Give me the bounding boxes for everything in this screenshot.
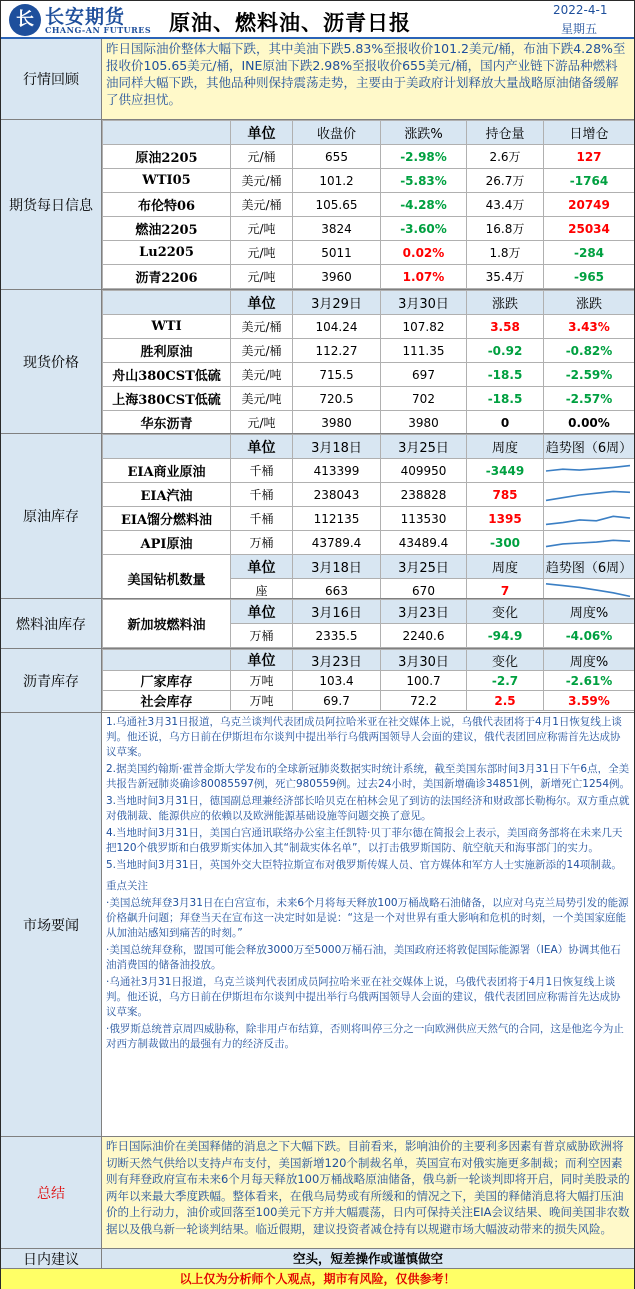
futures-change-pct: -2.98% (381, 145, 467, 169)
futures-row (103, 241, 635, 265)
spot-date2-value: 697 (381, 363, 467, 387)
crude-inventory-wrap (102, 434, 634, 599)
spot-header-2: 3月29日 (293, 291, 381, 315)
futures-unit: 美元/桶 (231, 169, 293, 193)
asphalt-inventory-table (102, 649, 634, 711)
crude-unit: 万桶 (231, 531, 293, 555)
futures-close: 101.2 (293, 169, 381, 193)
futures-close: 3824 (293, 217, 381, 241)
crude-name: EIA商业原油 (103, 459, 231, 483)
asphalt-date1-value: 103.4 (293, 671, 381, 691)
futures-header-4: 持仓量 (467, 121, 544, 145)
summary-text: 昨日国际油价在美国释储的消息之下大幅下跌。目前看来，影响油价的主要利多因素有普京威胁欧洲将切断天然气供给以支持卢布支付，美国新增120个制裁名单，英国宣布对俄实施更多制裁；而利空因素则有拜登政府宣布未来6个月每天释放100万桶战略原油储备，俄乌新一轮谈判即将开启，同时美股录的两年以来最大季度跌幅。整体看来，在俄乌局势或有所缓和的情况之下，美国的释储消息将大幅打压油价的上行动力，油价或回落至100美元下方并大幅震荡，日内可保持关注EIA会议结果、晚间美国非农数据以及俄乌新一轮谈判结果。临近假期，建议投资者减仓持有以规避市场大幅波动带来的损失风险。 (102, 1137, 634, 1249)
brand-name: 长安期货 (45, 6, 126, 28)
spot-date1-value: 112.27 (293, 339, 381, 363)
fuel-header-change: 变化 (467, 600, 544, 624)
futures-row (103, 145, 635, 169)
spot-table-wrap (102, 290, 634, 434)
futures-close: 655 (293, 145, 381, 169)
crude-inventory-row (103, 459, 635, 483)
crude-weekly-change: -300 (467, 531, 544, 555)
crude-weekly-change: 785 (467, 483, 544, 507)
rig-header-5: 趋势图（6周） (544, 555, 635, 579)
crude-date1-value: 112135 (293, 507, 381, 531)
futures-header-0 (103, 121, 231, 145)
trend-sparkline (544, 508, 632, 530)
asphalt-header-4: 变化 (467, 650, 544, 671)
crude-date1-value: 238043 (293, 483, 381, 507)
asphalt-date2-value: 72.2 (381, 691, 467, 711)
crude-date2-value: 238828 (381, 483, 467, 507)
disclaimer-footer: 以上仅为分析师个人观点，期市有风险，仅供参考！ (1, 1269, 634, 1289)
news-focus-item: ·美国总统拜登3月31日在白宫宣布，未来6个月将每天释放100万桶战略石油储备，以应对乌克兰局势引发的能源价格飙升问题；拜登当天在宣布这一决定时如是说：“这是一个对世界有重大影响和危机的时刻，一个美国家庭能从加油站感知到痛苦的时刻。” (106, 897, 629, 939)
section-label-futures: 期货每日信息 (1, 120, 102, 290)
spot-header-0 (103, 291, 231, 315)
spot-change-pct: 3.43% (544, 315, 635, 339)
crude-header-2: 3月18日 (293, 435, 381, 459)
fuel-header-date2: 3月23日 (381, 600, 467, 624)
spot-row (103, 411, 635, 435)
spot-unit: 美元/吨 (231, 387, 293, 411)
futures-table-wrap (102, 120, 634, 290)
section-label-fuel-inventory: 燃料油库存 (1, 599, 102, 649)
fuel-date2-value: 2240.6 (381, 624, 467, 648)
asphalt-date2-value: 100.7 (381, 671, 467, 691)
spot-date1-value: 715.5 (293, 363, 381, 387)
advice-text: 空头，短差操作或谨慎做空 (102, 1249, 634, 1269)
spot-change: -18.5 (467, 387, 544, 411)
spot-unit: 美元/桶 (231, 315, 293, 339)
spot-date2-value: 702 (381, 387, 467, 411)
spot-date1-value: 104.24 (293, 315, 381, 339)
news-item: 2.据美国约翰斯·霍普金斯大学发布的全球新冠肺炎数据实时统计系统，截至美国东部时间3月31日下午6点，全美共报告新冠肺炎确诊80085597例，死亡980559例。过去24小时，美国新增确诊34851例，新增死亡1254例。 (106, 763, 631, 790)
brand-name-en: CHANG-AN FUTURES (45, 25, 152, 35)
section-label-summary: 总结 (1, 1137, 102, 1249)
crude-inventory-row (103, 483, 635, 507)
futures-row (103, 265, 635, 289)
crude-date2-value: 43489.4 (381, 531, 467, 555)
futures-header-3: 涨跌% (381, 121, 467, 145)
review-text: 昨日国际油价整体大幅下跌，其中美油下跌5.83%至报收价101.2美元/桶，布油下跌4.28%至报收价105.65美元/桶，INE原油下跌2.98%至报收价655美元/桶，国内产业链下游品种燃料油同样大幅下跌，其他品种则保持震荡走势，主要由于美政府计划释放大量战略原油储备缓解了供应担忧。 (102, 39, 634, 120)
spot-change: 3.58 (467, 315, 544, 339)
section-label-crude-inventory: 原油库存 (1, 434, 102, 599)
rig-date1-value: 663 (293, 579, 381, 600)
fuel-header-unit: 单位 (231, 600, 293, 624)
futures-open-interest: 1.8万 (467, 241, 544, 265)
crude-name: API原油 (103, 531, 231, 555)
asphalt-header-3: 3月30日 (381, 650, 467, 671)
asphalt-row (103, 691, 635, 711)
asphalt-weekly-pct: 3.59% (544, 691, 635, 711)
crude-date2-value: 409950 (381, 459, 467, 483)
futures-unit: 元/吨 (231, 265, 293, 289)
fuel-inventory-wrap (102, 599, 634, 649)
futures-daily-increase: -1764 (544, 169, 635, 193)
report-title: 原油、燃料油、沥青日报 (169, 11, 411, 35)
futures-change-pct: 0.02% (381, 241, 467, 265)
futures-daily-increase: -284 (544, 241, 635, 265)
spot-change-pct: -2.57% (544, 387, 635, 411)
asphalt-header-0 (103, 650, 231, 671)
trend-sparkline (544, 484, 632, 506)
spot-unit: 美元/吨 (231, 363, 293, 387)
futures-row (103, 217, 635, 241)
futures-unit: 元/吨 (231, 217, 293, 241)
futures-row (103, 193, 635, 217)
news-item: 4.当地时间3月31日，美国白宫通讯联络办公室主任凯特·贝丁菲尔德在简报会上表示，美国商务部将在未来几天把120个俄罗斯和白俄罗斯实体加入其“制裁实体名单”，以打击俄罗斯国防、航空航天和海事部门的实力。 (106, 827, 623, 854)
futures-name: WTI05 (103, 169, 231, 193)
spot-unit: 元/吨 (231, 411, 293, 435)
crude-weekly-change: -3449 (467, 459, 544, 483)
crude-weekly-change: 1395 (467, 507, 544, 531)
spot-date1-value: 720.5 (293, 387, 381, 411)
spot-table (102, 290, 634, 434)
trend-line (546, 583, 630, 596)
trend-sparkline (544, 580, 632, 600)
futures-header-1: 单位 (231, 121, 293, 145)
fuel-inventory-table (102, 599, 634, 648)
spot-row (103, 363, 635, 387)
crude-inventory-row (103, 507, 635, 531)
spot-change: 0 (467, 411, 544, 435)
fuel-header-weekly-pct: 周度% (544, 600, 635, 624)
crude-header-1: 单位 (231, 435, 293, 459)
futures-unit: 美元/桶 (231, 193, 293, 217)
spot-name: 华东沥青 (103, 411, 231, 435)
crude-date1-value: 43789.4 (293, 531, 381, 555)
section-label-spot: 现货价格 (1, 290, 102, 434)
trend-sparkline (544, 532, 632, 554)
fuel-weekly-pct-value: -4.06% (544, 624, 635, 648)
spot-row (103, 387, 635, 411)
asphalt-header-2: 3月23日 (293, 650, 381, 671)
crude-name: EIA馏分燃料油 (103, 507, 231, 531)
news-focus-title: 重点关注 (106, 880, 148, 892)
asphalt-row (103, 671, 635, 691)
crude-trend-chart (544, 459, 635, 483)
asphalt-change: 2.5 (467, 691, 544, 711)
asphalt-name: 厂家库存 (103, 671, 231, 691)
crude-header-3: 3月25日 (381, 435, 467, 459)
spot-change-pct: 0.00% (544, 411, 635, 435)
rig-header-4: 周度 (467, 555, 544, 579)
crude-header-5: 趋势图（6周） (544, 435, 635, 459)
crude-trend-chart (544, 483, 635, 507)
futures-close: 5011 (293, 241, 381, 265)
futures-open-interest: 2.6万 (467, 145, 544, 169)
rig-header-1: 单位 (231, 555, 293, 579)
spot-name: 舟山380CST低硫 (103, 363, 231, 387)
futures-change-pct: 1.07% (381, 265, 467, 289)
report-weekday: 星期五 (561, 22, 598, 36)
news-focus-item: ·美国总统拜登称，盟国可能会释放3000万至5000万桶石油，美国政府还将敦促国际能源署（IEA）协调其他石油消费国的储备油投放。 (106, 944, 621, 971)
futures-name: 原油2205 (103, 145, 231, 169)
trend-line (546, 516, 630, 524)
crude-trend-chart (544, 531, 635, 555)
spot-header-3: 3月30日 (381, 291, 467, 315)
spot-date2-value: 107.82 (381, 315, 467, 339)
futures-daily-increase: 20749 (544, 193, 635, 217)
asphalt-unit: 万吨 (231, 671, 293, 691)
asphalt-unit: 万吨 (231, 691, 293, 711)
rig-name: 美国钻机数量 (103, 555, 231, 600)
section-label-news: 市场要闻 (1, 713, 102, 1137)
section-label-asphalt-inventory: 沥青库存 (1, 649, 102, 713)
report-header (1, 1, 634, 39)
futures-name: Lu2205 (103, 241, 231, 265)
section-label-advice: 日内建议 (1, 1249, 102, 1269)
crude-name: EIA汽油 (103, 483, 231, 507)
futures-change-pct: -3.60% (381, 217, 467, 241)
trend-sparkline (544, 460, 632, 482)
news-content (102, 713, 634, 1137)
futures-row (103, 169, 635, 193)
spot-header-1: 单位 (231, 291, 293, 315)
futures-open-interest: 26.7万 (467, 169, 544, 193)
crude-header-0 (103, 435, 231, 459)
futures-name: 布伦特06 (103, 193, 231, 217)
futures-open-interest: 43.4万 (467, 193, 544, 217)
rig-header-2: 3月18日 (293, 555, 381, 579)
spot-date1-value: 3980 (293, 411, 381, 435)
fuel-inventory-name: 新加坡燃料油 (103, 600, 231, 648)
crude-trend-chart (544, 507, 635, 531)
crude-unit: 千桶 (231, 459, 293, 483)
fuel-unit: 万桶 (231, 624, 293, 648)
futures-change-pct: -5.83% (381, 169, 467, 193)
news-focus-item: ·乌通社3月31日报道，乌克兰谈判代表团成员阿拉哈米亚在社交媒体上说，乌俄代表团将于4月1日恢复线上谈判。他还说，乌方日前在伊斯坦布尔谈判中提出举行乌俄两国领导人会面的建议，俄代表团回应称需首先达成协议草案。 (106, 976, 621, 1018)
rig-date2-value: 670 (381, 579, 467, 600)
report-date: 2022-4-1 (553, 3, 608, 17)
crude-inventory-row (103, 531, 635, 555)
spot-change-pct: -0.82% (544, 339, 635, 363)
spot-name: WTI (103, 315, 231, 339)
section-label-review: 行情回顾 (1, 39, 102, 120)
news-item: 3.当地时间3月31日，德国副总理兼经济部长哈贝克在柏林会见了到访的法国经济和财政部长勒梅尔。双方重点就对俄制裁、能源供应的依赖以及欧洲能源基础设施等问题交换了意见。 (106, 795, 630, 822)
futures-unit: 元/吨 (231, 241, 293, 265)
rig-unit: 座 (231, 579, 293, 600)
asphalt-date1-value: 69.7 (293, 691, 381, 711)
futures-open-interest: 16.8万 (467, 217, 544, 241)
news-item: 5.当地时间3月31日，英国外交大臣特拉斯宣布对俄罗斯传媒人员、官方媒体和军方人士实施新添的14项制裁。 (106, 859, 622, 871)
spot-date2-value: 111.35 (381, 339, 467, 363)
rig-trend-chart (544, 579, 635, 600)
crude-unit: 千桶 (231, 507, 293, 531)
spot-change: -18.5 (467, 363, 544, 387)
spot-header-4: 涨跌 (467, 291, 544, 315)
asphalt-name: 社会库存 (103, 691, 231, 711)
asphalt-change: -2.7 (467, 671, 544, 691)
futures-open-interest: 35.4万 (467, 265, 544, 289)
futures-header-2: 收盘价 (293, 121, 381, 145)
asphalt-header-5: 周度% (544, 650, 635, 671)
news-focus-item: ·俄罗斯总统普京周四威胁称，除非用卢布结算，否则将叫停三分之一向欧洲供应天然气的合同，这是他迄今为止对西方制裁做出的最强有力的经济反击。 (106, 1023, 624, 1050)
futures-name: 燃油2205 (103, 217, 231, 241)
futures-close: 3960 (293, 265, 381, 289)
futures-close: 105.65 (293, 193, 381, 217)
news-item: 1.乌通社3月31日报道，乌克兰谈判代表团成员阿拉哈米亚在社交媒体上说，乌俄代表团将于4月1日恢复线上谈判。他还说，乌方日前在伊斯坦布尔谈判中提出举行乌俄两国领导人会面的建议，俄代表团回应称需首先达成协议草案。 (106, 716, 622, 758)
spot-date2-value: 3980 (381, 411, 467, 435)
asphalt-header-1: 单位 (231, 650, 293, 671)
futures-header-5: 日增仓 (544, 121, 635, 145)
spot-change-pct: -2.59% (544, 363, 635, 387)
rig-header-3: 3月25日 (381, 555, 467, 579)
crude-header-4: 周度 (467, 435, 544, 459)
futures-name: 沥青2206 (103, 265, 231, 289)
futures-unit: 元/桶 (231, 145, 293, 169)
futures-change-pct: -4.28% (381, 193, 467, 217)
spot-row (103, 339, 635, 363)
spot-header-5: 涨跌 (544, 291, 635, 315)
asphalt-inventory-wrap (102, 649, 634, 713)
company-logo-icon: 长 (9, 4, 41, 36)
spot-change: -0.92 (467, 339, 544, 363)
crude-date1-value: 413399 (293, 459, 381, 483)
fuel-date1-value: 2335.5 (293, 624, 381, 648)
futures-daily-increase: -965 (544, 265, 635, 289)
rig-weekly-change: 7 (467, 579, 544, 600)
crude-inventory-table (102, 434, 634, 599)
spot-unit: 美元/桶 (231, 339, 293, 363)
trend-line (546, 465, 630, 470)
crude-date2-value: 113530 (381, 507, 467, 531)
trend-line (546, 491, 630, 500)
futures-daily-increase: 25034 (544, 217, 635, 241)
spot-name: 上海380CST低硫 (103, 387, 231, 411)
futures-table (102, 120, 634, 289)
futures-daily-increase: 127 (544, 145, 635, 169)
asphalt-weekly-pct: -2.61% (544, 671, 635, 691)
spot-name: 胜利原油 (103, 339, 231, 363)
spot-row (103, 315, 635, 339)
fuel-change-value: -94.9 (467, 624, 544, 648)
trend-line (546, 540, 630, 546)
crude-unit: 千桶 (231, 483, 293, 507)
fuel-header-date1: 3月16日 (293, 600, 381, 624)
